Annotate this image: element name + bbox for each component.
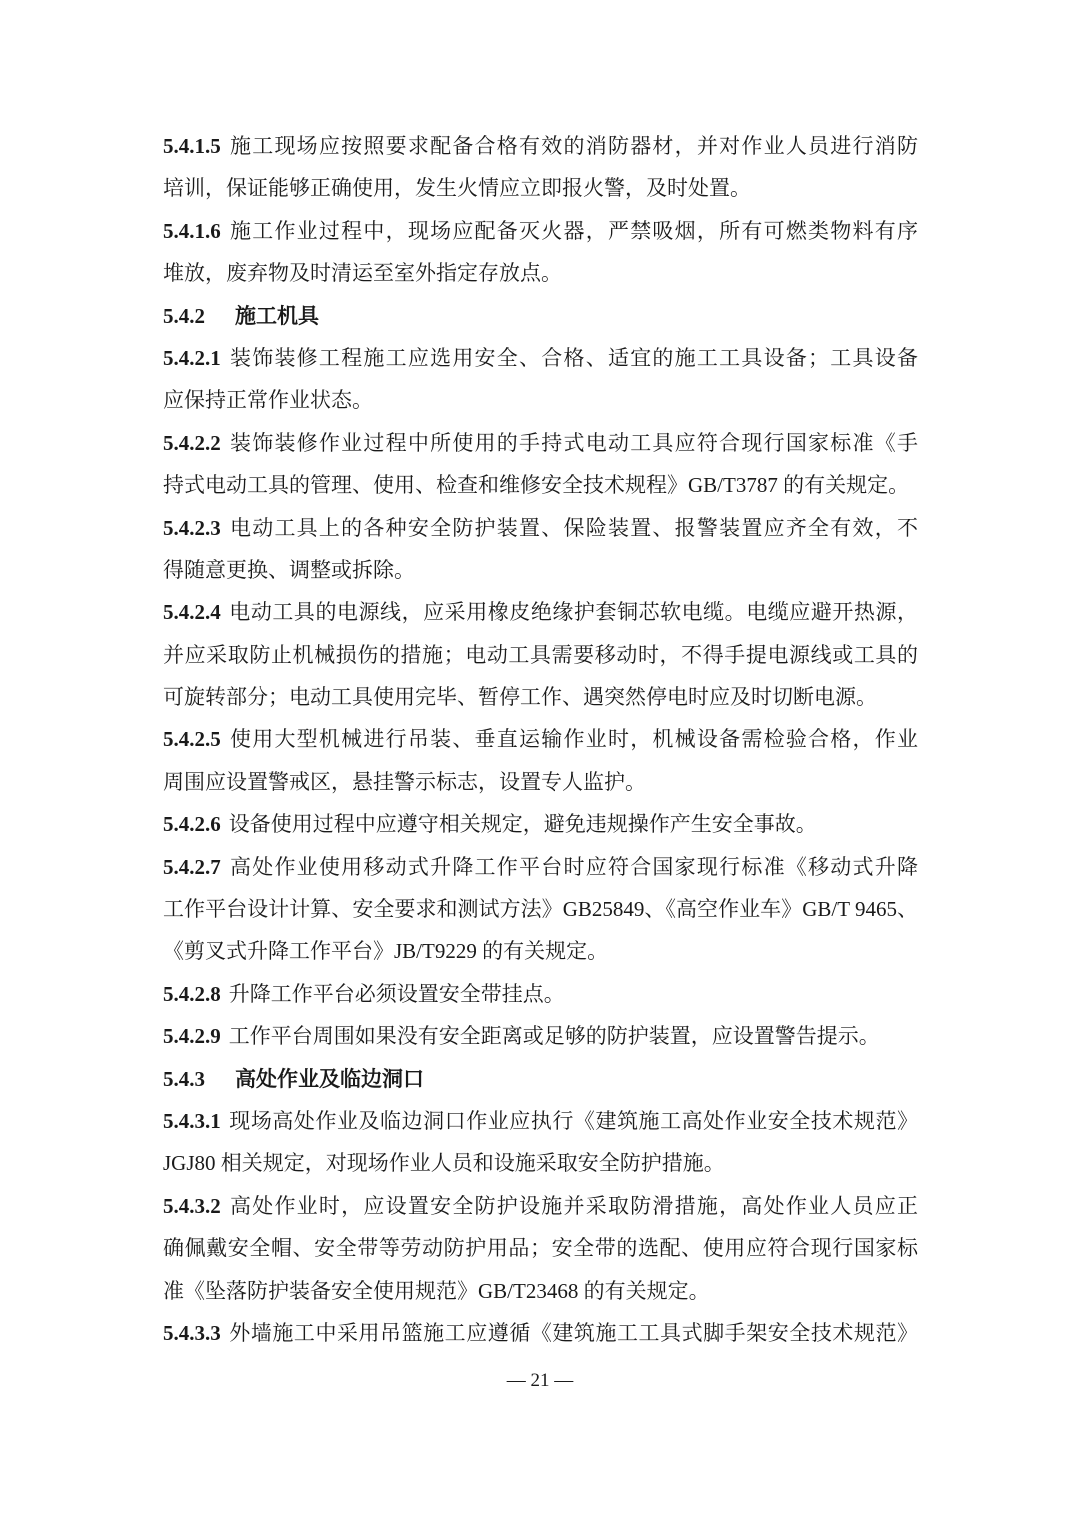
text-line [163,295,918,337]
clause-text: 培训，保证能够正确使用，发生火情应立即报火警，及时处置。 [163,176,751,201]
clause-number: 5.4.2.1 [163,345,221,370]
text-line [163,1058,918,1100]
clause-text: 得随意更换、调整或拆除。 [163,557,415,582]
text-line [163,676,918,718]
clause-number: 5.4.1.5 [163,134,221,158]
clause-text: 施工作业过程中，现场应配备灭火器，严禁吸烟，所有可燃类物料有序 [228,218,918,243]
text-line [163,1227,918,1269]
clause-paragraph [163,422,918,507]
clause-paragraph [163,337,918,422]
clause-paragraph [163,846,918,973]
text-line [163,803,918,845]
text-line [163,761,918,803]
clause-paragraph [163,210,918,295]
text-line [163,252,918,294]
clause-text: 高处作业及临边洞口 [235,1066,424,1091]
text-line [163,1100,918,1142]
clause-text: 堆放，废弃物及时清运至室外指定存放点。 [163,261,562,286]
clause-text: JGJ80 相关规定，对现场作业人员和设施采取安全防护措施。 [163,1151,725,1176]
clause-text: 升降工作平台必须设置安全带挂点。 [228,981,565,1006]
page-number: — 21 — [506,1370,574,1391]
clause-text: 确佩戴安全帽、安全带等劳动防护用品；安全带的选配、使用应符合现行国家标 [163,1236,918,1261]
clause-text: 电动工具的电源线，应采用橡皮绝缘护套铜芯软电缆。电缆应避开热源， [228,600,918,625]
clause-paragraph [163,1312,918,1354]
clause-number: 5.4.3 [163,1066,205,1091]
text-line [163,337,918,379]
section-heading [163,1058,918,1100]
text-line [163,167,918,209]
clause-number: 5.4.3.2 [163,1193,221,1218]
clause-paragraph [163,591,918,718]
clause-text: 持式电动工具的管理、使用、检查和维修安全技术规程》GB/T3787 的有关规定。 [163,473,910,498]
text-line [163,464,918,506]
clause-number: 5.4.2.4 [163,600,221,625]
clause-paragraph [163,1015,918,1057]
text-line [163,1312,918,1354]
text-line [163,634,918,676]
clause-text: 使用大型机械进行吊装、垂直运输作业时，机械设备需检验合格，作业 [228,727,918,752]
text-line [163,846,918,888]
clause-text: 电动工具上的各种安全防护装置、保险装置、报警装置应齐全有效，不 [228,515,918,540]
text-line [163,1142,918,1184]
clause-number: 5.4.2.9 [163,1024,221,1049]
clause-paragraph [163,1100,918,1185]
clause-paragraph [163,718,918,803]
clause-text: 准《坠落防护装备安全使用规范》GB/T23468 的有关规定。 [163,1278,710,1303]
text-line [163,379,918,421]
clause-text: 高处作业使用移动式升降工作平台时应符合国家现行标准《移动式升降 [228,854,918,879]
clause-paragraph [163,125,918,210]
text-line [163,930,918,972]
text-line [163,1185,918,1227]
clause-text: 可旋转部分；电动工具使用完毕、暂停工作、遇突然停电时应及时切断电源。 [163,685,877,710]
clause-number: 5.4.1.6 [163,218,221,243]
text-line [163,1270,918,1312]
clause-text: 装饰装修工程施工应选用安全、合格、适宜的施工工具设备；工具设备 [228,345,918,370]
document-body [163,125,918,1354]
text-line [163,507,918,549]
text-line [163,1015,918,1057]
clause-text: 装饰装修作业过程中所使用的手持式电动工具应符合现行国家标准《手 [228,430,918,455]
clause-number: 5.4.2.2 [163,430,221,455]
clause-text: 设备使用过程中应遵守相关规定，避免违规操作产生安全事故。 [228,812,817,837]
clause-number: 5.4.2.5 [163,727,221,752]
clause-text: 周围应设置警戒区，悬挂警示标志，设置专人监护。 [163,769,646,794]
section-heading [163,295,918,337]
clause-number: 5.4.2.7 [163,854,221,879]
clause-text: 施工机具 [235,303,319,328]
text-line [163,210,918,252]
clause-text: 工作平台设计计算、安全要求和测试方法》GB25849、《高空作业车》GB/T 9465、 [163,897,918,922]
text-line [163,591,918,633]
text-line [163,718,918,760]
clause-text: 工作平台周围如果没有安全距离或足够的防护装置，应设置警告提示。 [228,1024,880,1049]
clause-paragraph [163,507,918,592]
text-line [163,973,918,1015]
clause-text: 高处作业时，应设置安全防护设施并采取防滑措施，高处作业人员应正 [228,1193,918,1218]
clause-text: 《剪叉式升降工作平台》JB/T9229 的有关规定。 [163,939,609,964]
clause-paragraph [163,1185,918,1312]
text-line [163,125,918,167]
clause-number: 5.4.3.1 [163,1108,221,1133]
clause-number: 5.4.2 [163,303,205,328]
clause-number: 5.4.2.3 [163,515,221,540]
clause-text: 外墙施工中采用吊篮施工应遵循《建筑施工工具式脚手架安全技术规范》 [228,1320,918,1345]
clause-text: 施工现场应按照要求配备合格有效的消防器材，并对作业人员进行消防 [228,134,918,158]
clause-number: 5.4.2.8 [163,981,221,1006]
text-line [163,888,918,930]
clause-paragraph [163,803,918,845]
text-line [163,422,918,464]
clause-number: 5.4.3.3 [163,1320,221,1345]
clause-paragraph [163,973,918,1015]
clause-text: 应保持正常作业状态。 [163,388,373,413]
text-line [163,549,918,591]
clause-text: 现场高处作业及临边洞口作业应执行《建筑施工高处作业安全技术规范》 [228,1108,918,1133]
clause-text: 并应采取防止机械损伤的措施；电动工具需要移动时，不得手提电源线或工具的 [163,642,918,667]
clause-number: 5.4.2.6 [163,812,221,837]
